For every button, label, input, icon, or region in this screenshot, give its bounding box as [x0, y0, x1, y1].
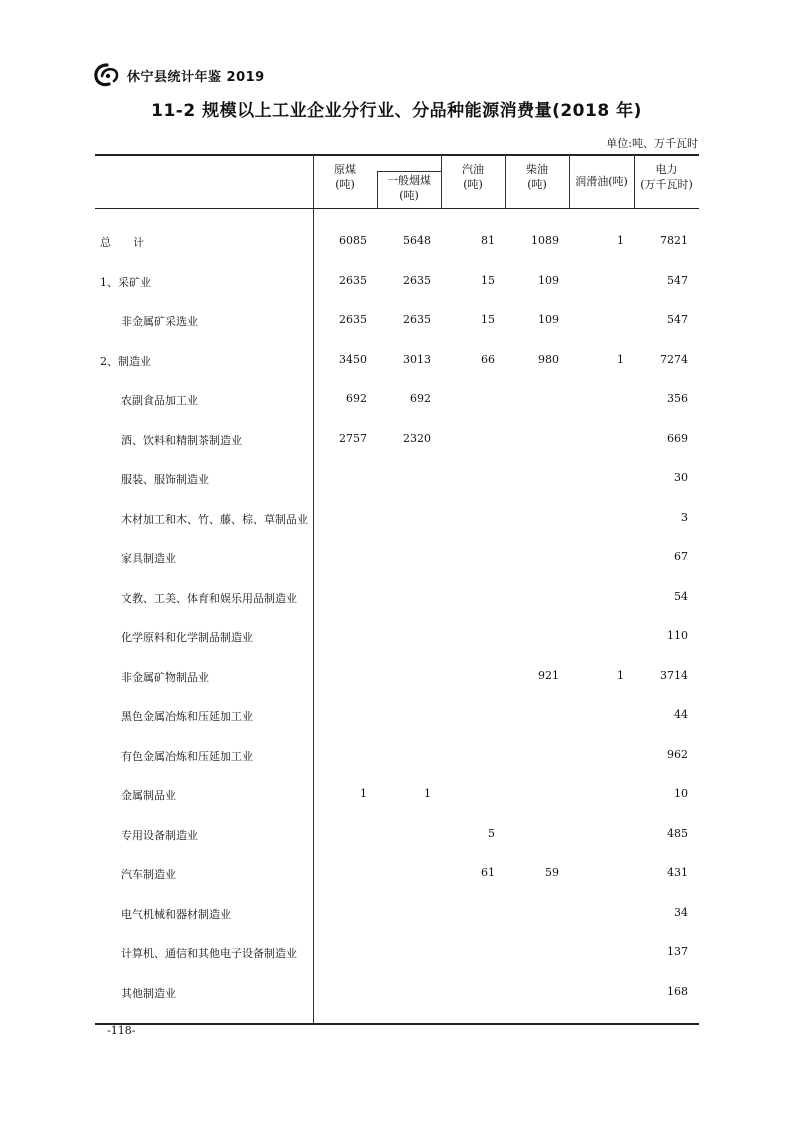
cell-raw-coal: 2635 — [339, 313, 367, 326]
table-row — [95, 274, 699, 294]
row-label: 服装、服饰制造业 — [121, 473, 209, 486]
table-row — [95, 511, 699, 531]
cell-general-coal: 2320 — [403, 431, 431, 445]
page-title: 11-2 规模以上工业企业分行业、分品种能源消费量(2018 年) — [151, 101, 642, 121]
table-row — [95, 313, 699, 333]
row-label: 酒、饮料和精制茶制造业 — [121, 433, 242, 447]
cell-general-coal: 3013 — [403, 352, 431, 366]
cell-raw-coal: 692 — [346, 392, 367, 405]
table-row — [95, 432, 699, 452]
table-row — [95, 234, 699, 254]
cell-general-coal: 692 — [410, 392, 431, 405]
cell-electricity: 356 — [667, 392, 688, 405]
cell-raw-coal: 3450 — [339, 352, 367, 366]
table-row — [95, 906, 699, 926]
cell-lubricant: 1 — [617, 668, 624, 682]
cell-lubricant: 1 — [617, 234, 624, 247]
page-header — [93, 60, 265, 90]
row-label: 2、制造业 — [100, 354, 151, 368]
cell-electricity: 44 — [674, 708, 688, 721]
yearbook-logo-icon — [93, 62, 121, 88]
unit-note: 单位:吨、万千瓦时 — [606, 137, 698, 150]
cell-diesel: 1089 — [531, 234, 559, 247]
cell-electricity: 54 — [674, 589, 688, 603]
cell-raw-coal: 2635 — [339, 273, 367, 287]
cell-electricity: 3 — [681, 510, 688, 524]
row-label: 化学原料和化学制品制造业 — [121, 631, 253, 644]
row-label: 木材加工和木、竹、藤、棕、草制品业 — [121, 512, 308, 526]
table-row — [95, 471, 699, 491]
cell-gasoline: 15 — [481, 273, 495, 287]
cell-diesel: 59 — [545, 866, 559, 879]
row-label: 电气机械和器材制造业 — [121, 907, 231, 921]
row-label: 黑色金属冶炼和压延加工业 — [121, 710, 253, 723]
cell-electricity: 962 — [667, 747, 688, 761]
header-diesel: 柴油 (吨) — [526, 163, 548, 191]
energy-consumption-table — [95, 154, 699, 1024]
cell-electricity: 34 — [674, 905, 688, 919]
table-row — [95, 787, 699, 807]
cell-electricity: 110 — [667, 629, 688, 642]
table-row — [95, 827, 699, 847]
table-row — [95, 550, 699, 570]
cell-electricity: 10 — [674, 787, 688, 800]
row-label: 农副食品加工业 — [121, 394, 198, 407]
table-top-rule — [95, 154, 699, 156]
row-label: 文教、工美、体育和娱乐用品制造业 — [121, 591, 297, 605]
row-label: 其他制造业 — [121, 986, 176, 1000]
header-lubricant: 润滑油(吨) — [575, 175, 628, 188]
row-label: 家具制造业 — [121, 552, 176, 565]
cell-raw-coal: 6085 — [339, 234, 367, 247]
cell-general-coal: 1 — [424, 787, 431, 800]
cell-electricity: 547 — [667, 273, 688, 287]
table-row — [95, 590, 699, 610]
row-label: 总 计 — [100, 236, 144, 249]
row-label: 专用设备制造业 — [121, 828, 198, 842]
table-row — [95, 669, 699, 689]
row-label: 金属制品业 — [121, 789, 176, 802]
cell-gasoline: 15 — [481, 313, 495, 326]
cell-general-coal: 2635 — [403, 313, 431, 326]
cell-diesel: 921 — [538, 668, 559, 682]
header-gasoline: 汽油 (吨) — [462, 163, 484, 191]
cell-electricity: 67 — [674, 550, 688, 563]
cell-electricity: 431 — [667, 866, 688, 879]
cell-diesel: 980 — [538, 352, 559, 366]
row-label: 汽车制造业 — [121, 868, 176, 881]
book-title: 休宁县统计年鉴 2019 — [127, 69, 265, 85]
table-bottom-rule — [95, 1023, 699, 1025]
cell-general-coal: 5648 — [403, 234, 431, 247]
cell-electricity: 485 — [667, 826, 688, 840]
cell-electricity: 669 — [667, 431, 688, 445]
row-label: 计算机、通信和其他电子设备制造业 — [121, 947, 297, 960]
cell-diesel: 109 — [538, 313, 559, 326]
table-row — [95, 945, 699, 965]
cell-electricity: 3714 — [660, 668, 688, 682]
cell-gasoline: 66 — [481, 352, 495, 366]
row-label: 非金属矿物制品业 — [121, 670, 209, 684]
header-raw-coal: 原煤 (吨) — [334, 163, 356, 191]
row-label: 1、采矿业 — [100, 275, 151, 289]
table-header-rule — [95, 208, 699, 209]
subheader-rule — [377, 171, 441, 172]
table-row — [95, 353, 699, 373]
header-electricity: 电力 (万千瓦时) — [640, 163, 693, 191]
cell-general-coal: 2635 — [403, 273, 431, 287]
table-row — [95, 985, 699, 1005]
table-row — [95, 708, 699, 728]
cell-electricity: 137 — [667, 945, 688, 958]
row-label: 非金属矿采选业 — [121, 315, 198, 328]
cell-gasoline: 81 — [481, 234, 495, 247]
cell-diesel: 109 — [538, 273, 559, 287]
table-row — [95, 748, 699, 768]
cell-electricity: 7274 — [660, 352, 688, 366]
cell-gasoline: 61 — [481, 866, 495, 879]
cell-raw-coal: 1 — [360, 787, 367, 800]
cell-gasoline: 5 — [488, 826, 495, 840]
header-general-coal: 一般烟煤 (吨) — [387, 174, 431, 202]
table-row — [95, 392, 699, 412]
row-label: 有色金属冶炼和压延加工业 — [121, 749, 253, 763]
table-row — [95, 866, 699, 886]
cell-electricity: 547 — [667, 313, 688, 326]
cell-lubricant: 1 — [617, 352, 624, 366]
cell-electricity: 7821 — [660, 234, 688, 247]
cell-electricity: 30 — [674, 471, 688, 484]
cell-raw-coal: 2757 — [339, 431, 367, 445]
page-number: -118- — [107, 1024, 136, 1037]
cell-electricity: 168 — [667, 984, 688, 998]
table-row — [95, 629, 699, 649]
